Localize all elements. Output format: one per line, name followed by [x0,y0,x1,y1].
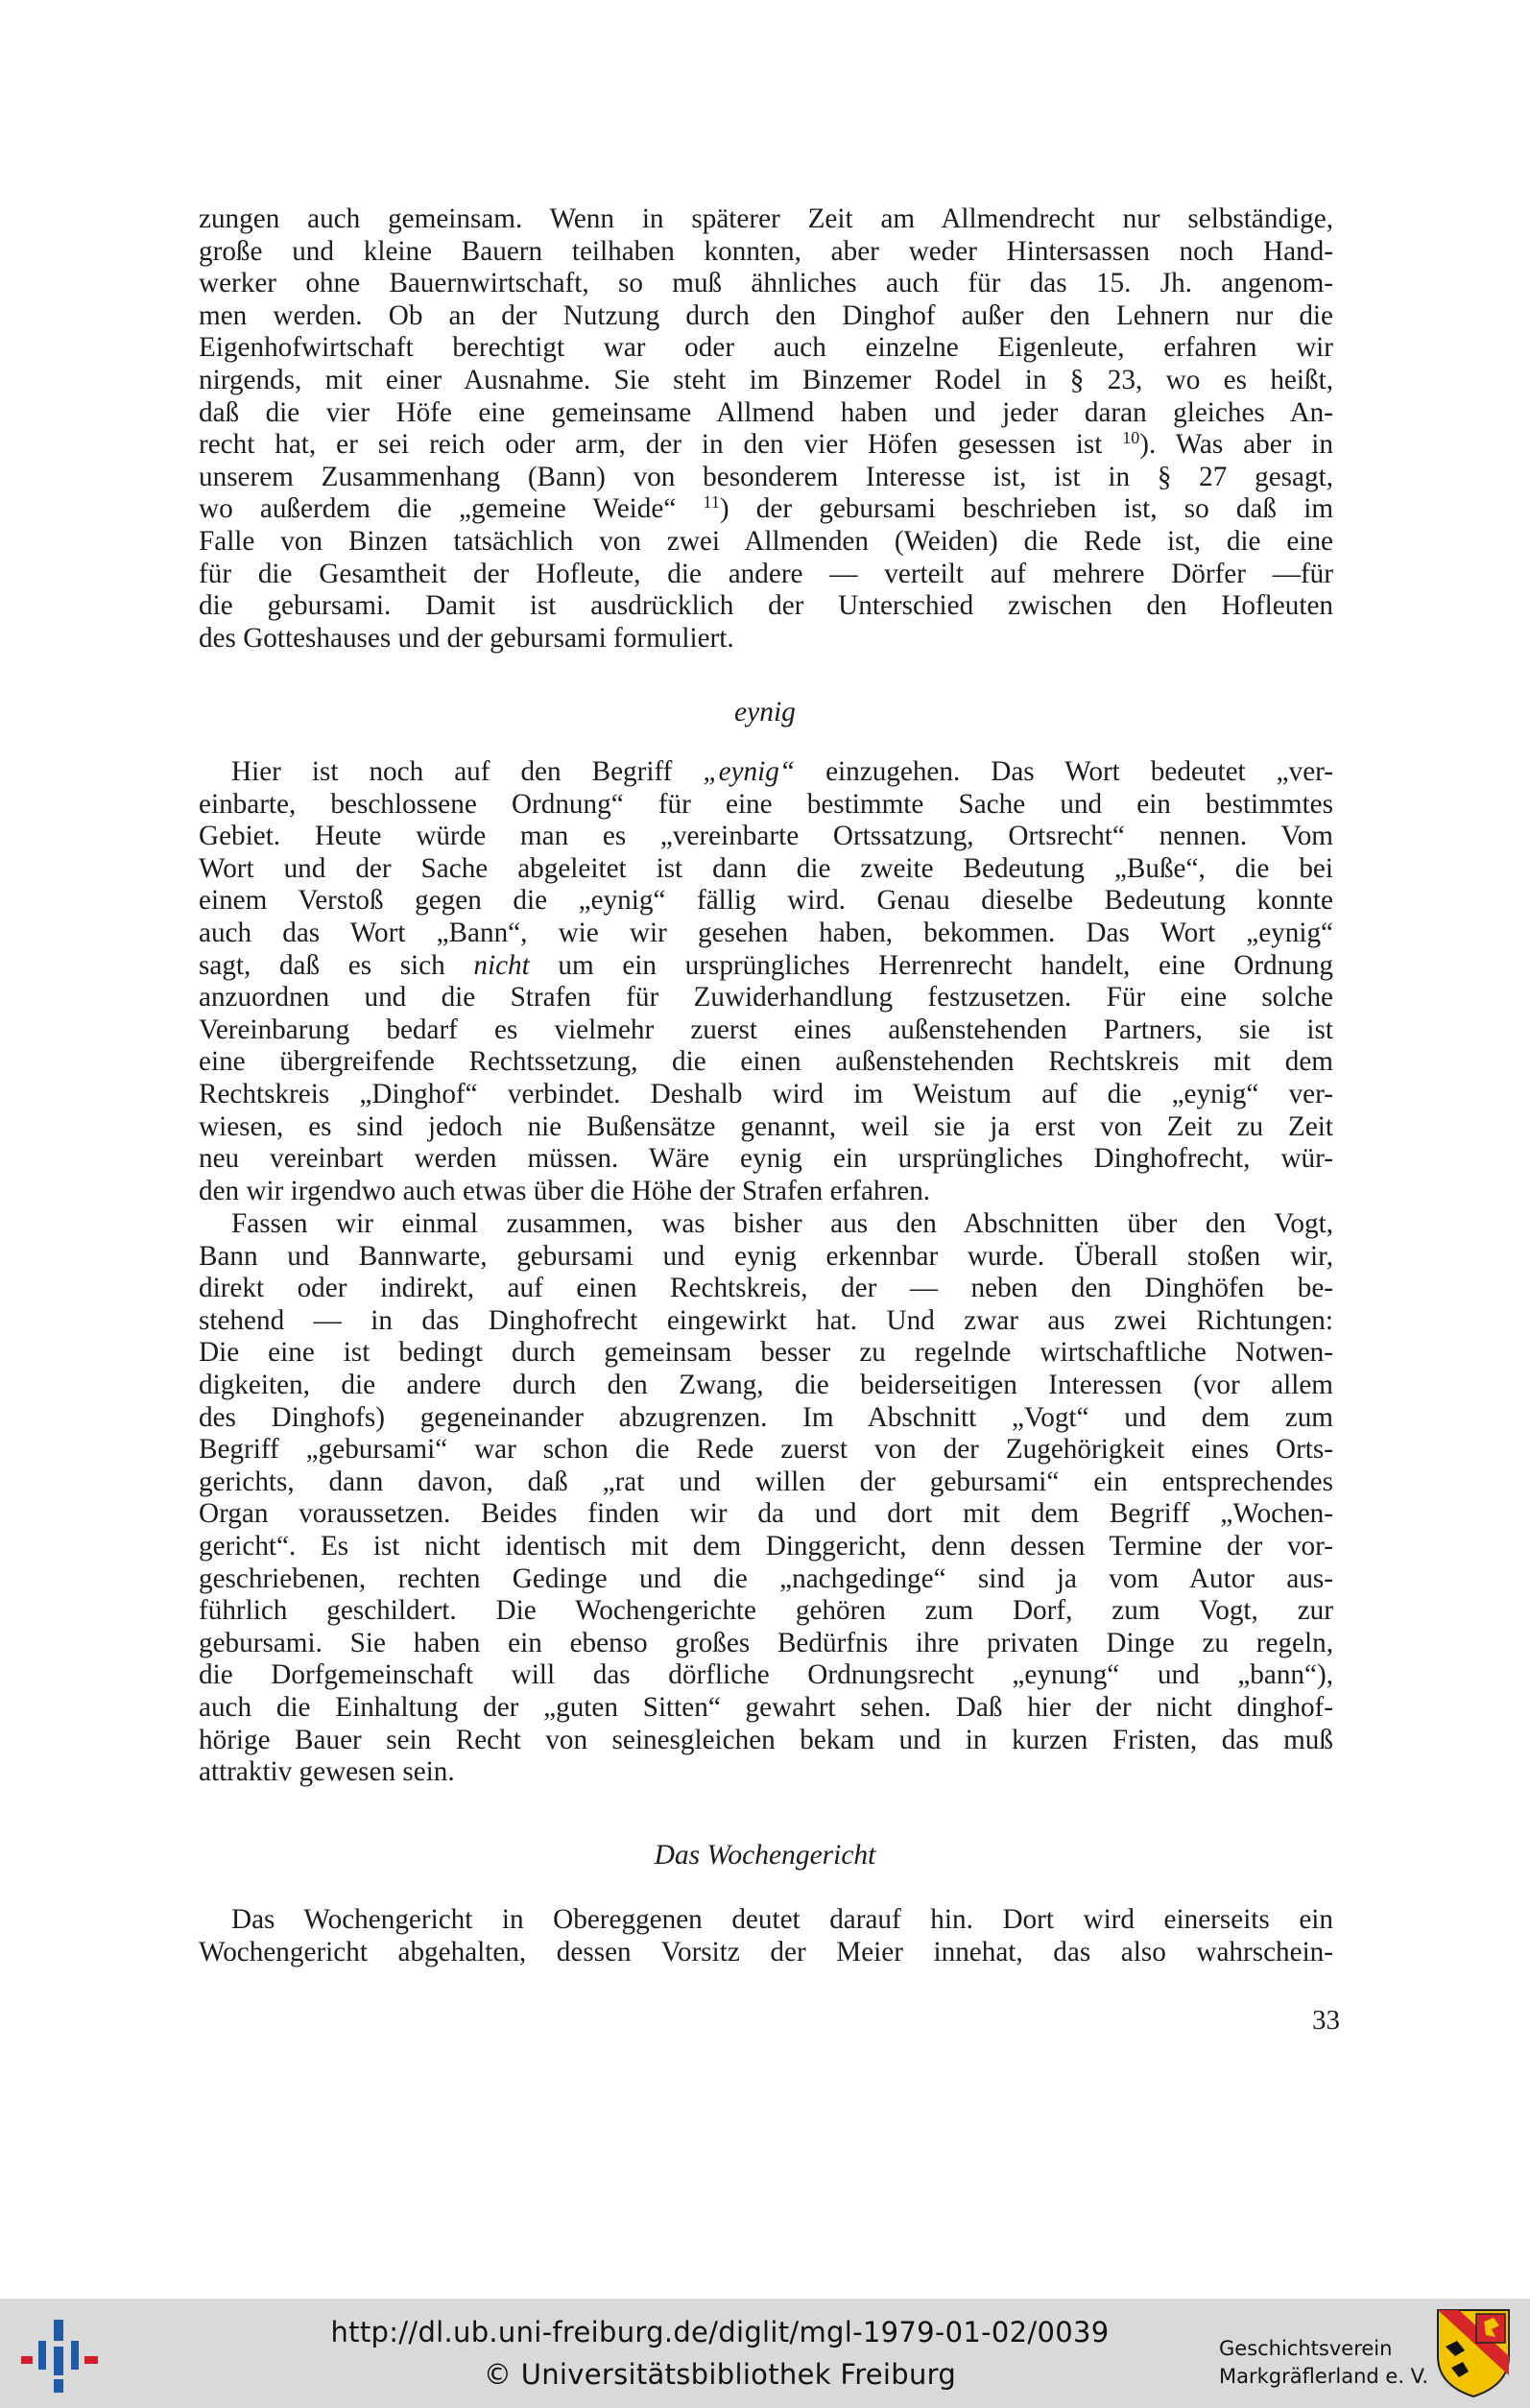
footnote-ref: 11 [703,492,720,513]
text-line: Wort und der Sache abgeleitet ist dann die zweite Bedeutung „Buße“, die bei [199,852,1333,884]
text-line: wiesen, es sind jedoch nie Bußensätze genannt, weil sie ja erst von Zeit zu Zeit [199,1110,1333,1142]
text-line: auch das Wort „Bann“, wie wir gesehen haben, bekommen. Das Wort „eynig“ [199,917,1333,948]
viewer-footer [0,2299,1530,2408]
text-line: daß die vier Höfe eine gemeinsame Allmend haben und jeder daran gleiches An- [199,396,1333,428]
society-name [1219,2335,1440,2391]
section-heading-eynig: eynig [734,697,796,727]
text-line: gerichts, dann davon, daß „rat und willen der gebursami“ ein entsprechendes [199,1466,1333,1497]
society-line-1: Geschichtsverein [1219,2337,1393,2360]
text-line: Eigenhofwirtschaft berechtigt war oder auch einzelne Eigenleute, erfahren wir [199,332,1333,364]
paragraph-3 [199,1208,1333,1789]
permalink-url[interactable]: http://dl.ub.uni-freiburg.de/diglit/mgl-1979-01-02/0039 [330,2316,1110,2348]
text-line: geschriebenen, rechten Gedinge und die „nachgedinge“ sind ja vom Autor aus- [199,1562,1333,1594]
text-line: Falle von Binzen tatsächlich von zwei Allmenden (Weiden) die Rede ist, die eine [199,525,1333,557]
text-line: einem Verstoß gegen die „eynig“ fällig wird. Genau dieselbe Bedeutung konnte [199,885,1333,917]
coat-of-arms-icon[interactable] [1436,2308,1511,2398]
text-line: Fassen wir einmal zusammen, was bisher aus den Abschnitten über den Vogt, [231,1208,1333,1239]
text-line: Hier ist noch auf den Begriff „eynig“ einzugehen. Das Wort bedeutet „ver- [231,756,1334,787]
text-line: Rechtskreis „Dinghof“ verbindet. Deshalb wird im Weistum auf die „eynig“ ver- [199,1078,1333,1109]
footnote-ref: 10 [1122,428,1140,448]
text-line: Gebiet. Heute würde man es „vereinbarte Ortssatzung, Ortsrecht“ nennen. Vom [199,821,1333,852]
text-line: zungen auch gemeinsam. Wenn in späterer Zeit am Allmendrecht nur selbständige, [199,203,1333,234]
page-number: 33 [1312,2005,1340,2036]
ub-freiburg-logo-icon[interactable] [21,2320,98,2393]
text-line: attraktiv gewesen sein. [199,1756,455,1788]
text-line: des Dinghofs) gegeneinander abzugrenzen. Im Abschnitt „Vogt“ und dem zum [199,1401,1333,1433]
society-line-2: Markgräflerland e. V. [1219,2365,1429,2388]
text-line: gericht“. Es ist nicht identisch mit dem Dinggericht, denn dessen Termine der vor- [199,1530,1333,1562]
section-heading-wochengericht: Das Wochengericht [654,1840,876,1871]
text-line: auch die Einhaltung der „guten Sitten“ gewahrt sehen. Daß hier der nicht dinghof- [199,1691,1333,1723]
text-line: Vereinbarung bedarf es vielmehr zuerst eines außenstehenden Partners, sie ist [199,1013,1333,1045]
text-line: Bann und Bannwarte, gebursami und eynig erkennbar wurde. Überall stoßen wir, [199,1240,1333,1272]
text-line: direkt oder indirekt, auf einen Rechtskreis, der — neben den Dinghöfen be- [199,1273,1333,1304]
text-line: unserem Zusammenhang (Bann) von besonderem Interesse ist, ist in § 27 gesagt, [199,461,1333,492]
text-line: Begriff „gebursami“ war schon die Rede zuerst von der Zugehörigkeit eines Orts- [199,1434,1333,1466]
text-line: Die eine ist bedingt durch gemeinsam besser zu regelnde wirtschaftliche Notwen- [199,1337,1333,1369]
text-line: die gebursami. Damit ist ausdrücklich der Unterschied zwischen den Hofleuten [199,590,1333,622]
text-line: hörige Bauer sein Recht von seinesgleichen bekam und in kurzen Fristen, das muß [199,1724,1333,1755]
copyright-notice: © Universitätsbibliothek Freiburg [483,2358,957,2391]
text-line: anzuordnen und die Strafen für Zuwiderhandlung festzusetzen. Für eine solche [199,982,1333,1013]
paragraph-2 [199,756,1333,1207]
text-line: wo außerdem die „gemeine Weide“ $^{11}$) der gebursami beschrieben ist, so daß im [199,492,1334,525]
text-line: Das Wochengericht in Obereggenen deutet darauf hin. Dort wird einerseits ein [231,1904,1333,1935]
text-line: neu vereinbart werden müssen. Wäre eynig ein ursprüngliches Dinghofrecht, wür- [199,1143,1333,1175]
text-line: den wir irgendwo auch etwas über die Höhe der Strafen erfahren. [199,1175,931,1206]
text-line: stehend — in das Dinghofrecht eingewirkt hat. Und zwar aus zwei Richtungen: [199,1304,1333,1336]
text-line: werker ohne Bauernwirtschaft, so muß ähnliches auch für das 15. Jh. angenom- [199,268,1333,299]
paragraph-4 [199,1904,1333,1968]
text-line: recht hat, er sei reich oder arm, der in den vier Höfen gesessen ist $^{10}$). Was aber in [199,428,1333,461]
text-line: Wochengericht abgehalten, dessen Vorsitz der Meier innehat, das also wahrschein- [199,1936,1333,1967]
text-line: nirgends, mit einer Ausnahme. Sie steht im Binzemer Rodel in § 23, wo es heißt, [199,364,1333,395]
text-line: digkeiten, die andere durch den Zwang, die beiderseitigen Interessen (vor allem [199,1369,1333,1400]
text-line: des Gotteshauses und der gebursami formuliert. [199,622,734,654]
text-line: die Dorfgemeinschaft will das dörfliche Ordnungsrecht „eynung“ und „bann“), [199,1659,1333,1691]
text-line: eine übergreifende Rechtssetzung, die einen außenstehenden Rechtskreis mit dem [199,1046,1333,1078]
text-line: einbarte, beschlossene Ordnung“ für eine bestimmte Sache und ein bestimmtes [199,788,1333,820]
text-line: führlich geschildert. Die Wochengerichte gehören zum Dorf, zum Vogt, zur [199,1595,1333,1627]
text-line: gebursami. Sie haben ein ebenso großes Bedürfnis ihre privaten Dinge zu regeln, [199,1627,1333,1658]
text-line: sagt, daß es sich nicht um ein ursprüngliches Herrenrecht handelt, eine Ordnung [199,949,1334,981]
text-line: Organ voraussetzen. Beides finden wir da und dort mit dem Begriff „Wochen- [199,1498,1333,1530]
text-line: große und kleine Bauern teilhaben konnten, aber weder Hintersassen noch Hand- [199,235,1333,267]
text-line: für die Gesamtheit der Hofleute, die andere — verteilt auf mehrere Dörfer —für [199,558,1333,589]
paragraph-1 [199,203,1333,655]
text-line: men werden. Ob an der Nutzung durch den Dinghof außer den Lehnern nur die [199,299,1333,331]
